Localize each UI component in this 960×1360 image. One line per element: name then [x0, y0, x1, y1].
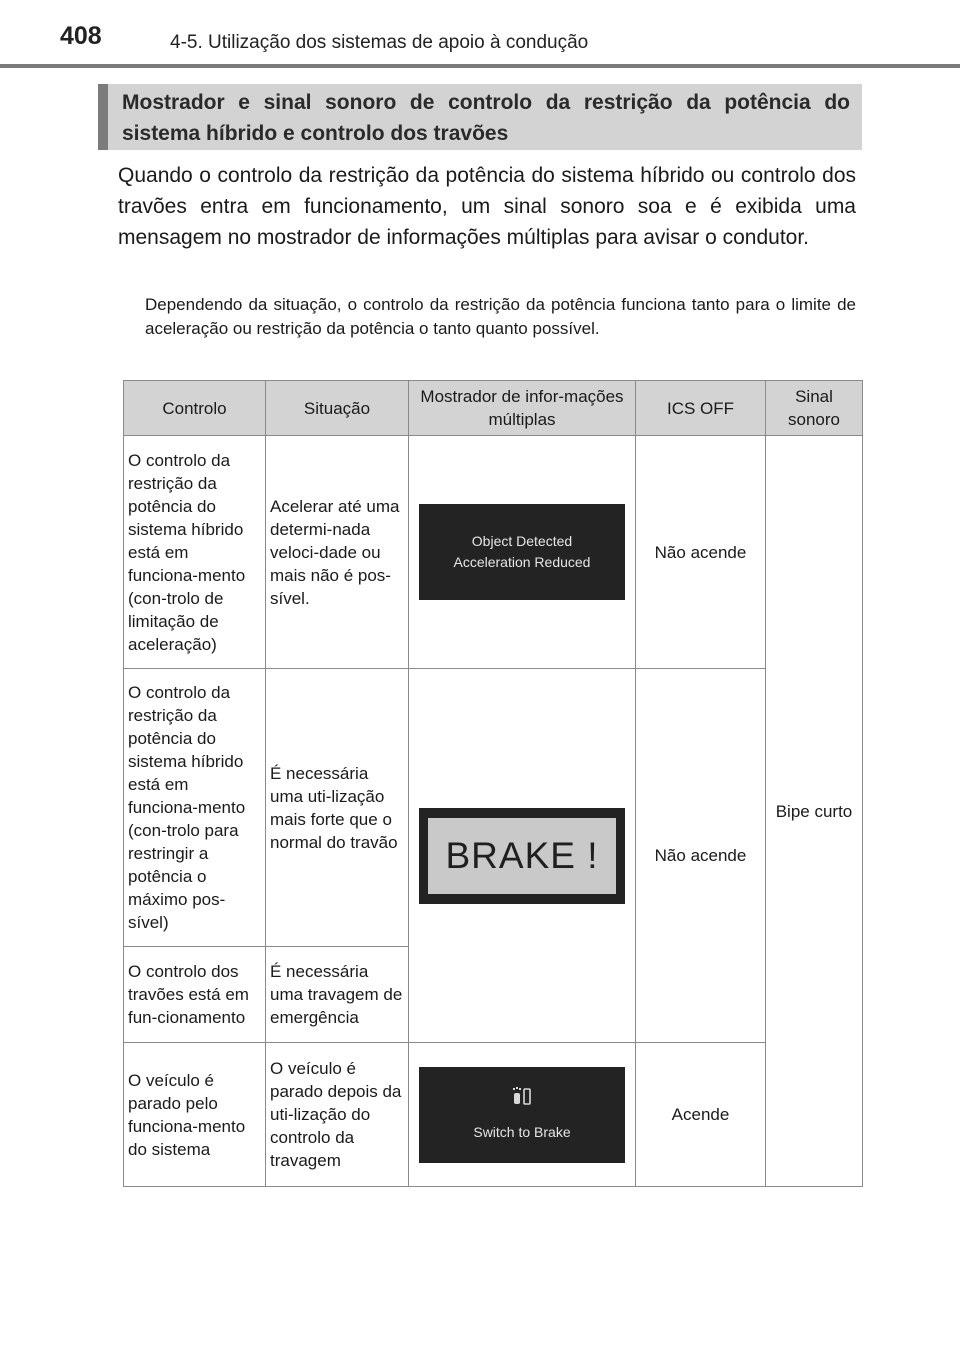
display-message-line: Acceleration Reduced	[453, 554, 591, 570]
col-header-display: Mostrador de infor-mações múltiplas	[409, 381, 636, 436]
header-divider	[0, 64, 960, 68]
col-header-buzzer: Sinal sonoro	[766, 381, 863, 436]
display-switch-to-brake	[419, 1067, 625, 1163]
situation-cell: O veículo é parado depois da uti-lização do controlo da travagem	[266, 1043, 409, 1187]
col-header-situation: Situação	[266, 381, 409, 436]
col-header-control: Controlo	[124, 381, 266, 436]
display-message-line: Switch to Brake	[473, 1123, 571, 1140]
control-cell: O veículo é parado pelo funciona-mento do sistema	[124, 1043, 266, 1187]
control-cell: O controlo dos travões está em fun-cionamento	[124, 947, 266, 1043]
page-number: 408	[60, 22, 102, 50]
col-header-ics-off: ICS OFF	[636, 381, 766, 436]
table-row	[124, 436, 863, 669]
ics-off-cell: Não acende	[636, 669, 766, 1043]
table-header-row	[124, 381, 863, 436]
display-message-line: BRAKE !	[428, 818, 616, 894]
situation-cell: Acelerar até uma determi-nada veloci-dade ou mais não é pos-sível.	[266, 436, 409, 669]
ics-off-cell: Acende	[636, 1043, 766, 1187]
display-cell	[409, 436, 636, 669]
intro-paragraph: Quando o controlo da restrição da potência do sistema híbrido ou controlo dos travões entra em funcionamento, um sinal sonoro soa e é exibida uma mensagem no mostrador de informações múltiplas para avisar o condutor.	[118, 164, 856, 249]
control-cell: O controlo da restrição da potência do sistema híbrido está em funciona-mento (con-trolo para restringir a potência o máximo pos-sível)	[124, 669, 266, 947]
display-message-line: Object Detected	[471, 533, 573, 549]
situation-cell: É necessária uma travagem de emergência	[266, 947, 409, 1043]
buzzer-cell: Bipe curto	[766, 436, 863, 1187]
situation-cell: É necessária uma uti-lização mais forte que o normal do travão	[266, 669, 409, 947]
table-row	[124, 669, 863, 947]
table-row	[124, 1043, 863, 1187]
ics-off-cell: Não acende	[636, 436, 766, 669]
section-title: Mostrador e sinal sonoro de controlo da restrição da potência do sistema híbrido e controlo dos travões	[98, 84, 862, 150]
note-paragraph: Dependendo da situação, o controlo da restrição da potência funciona tanto para o limite de aceleração ou restrição da potência o tanto quanto possível.	[145, 295, 856, 338]
display-cell	[409, 669, 636, 1043]
warning-table	[123, 380, 863, 1187]
display-object-detected	[419, 504, 625, 600]
display-brake-warning	[419, 808, 625, 904]
chapter-title: 4-5. Utilização dos sistemas de apoio à condução	[170, 32, 589, 53]
foot-on-pedal-icon	[511, 1085, 533, 1107]
display-cell	[409, 1043, 636, 1187]
control-cell: O controlo da restrição da potência do sistema híbrido está em funciona-mento (con-trolo de limitação de aceleração)	[124, 436, 266, 669]
